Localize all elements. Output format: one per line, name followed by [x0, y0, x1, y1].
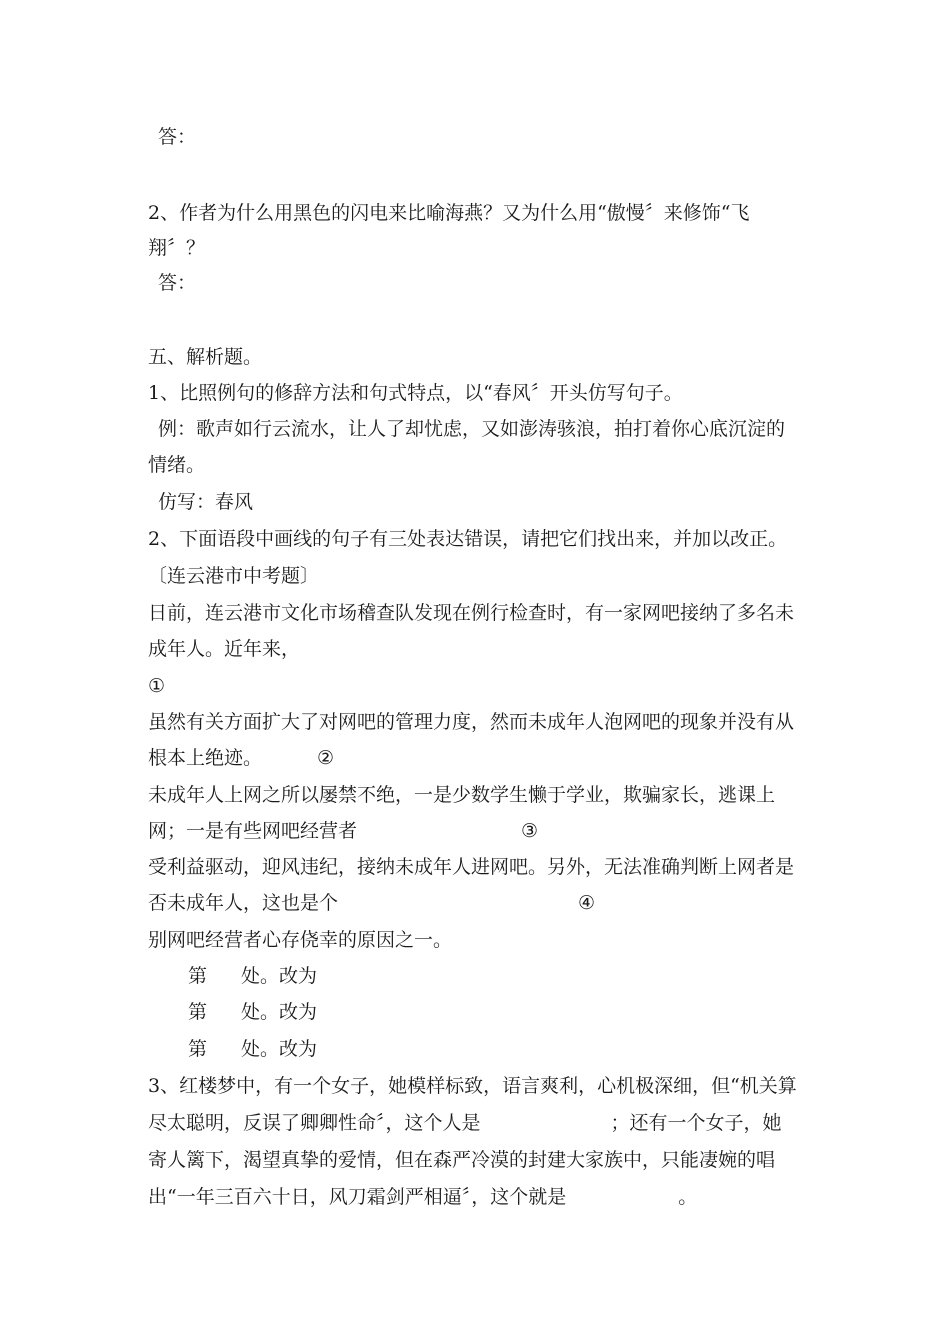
question-text-part: 。 — [678, 1186, 698, 1208]
question-text: 翔〞？ — [148, 237, 206, 259]
fix-suffix: 处。改为 — [241, 1001, 318, 1023]
question-text — [148, 1111, 782, 1135]
passage-line: 别网吧经营者心存侥幸的原因之一。 — [148, 929, 453, 951]
underline-marker: ③ — [521, 820, 539, 842]
fix-prefix: 第 — [188, 965, 208, 987]
question-text-part: 尽太聪明，反误了卿卿性命〞，这个人是 — [148, 1112, 481, 1134]
question-text: 3、红楼梦中，有一个女子，她模样标致，语言爽利，心机极深细，但“机关算 — [148, 1075, 797, 1097]
fix-suffix: 处。改为 — [241, 1038, 318, 1060]
passage-text: 否未成年人，这也是个 — [148, 892, 339, 914]
underline-marker: ② — [317, 747, 335, 769]
example-text: 情绪。 — [148, 454, 206, 476]
passage-text: 根本上绝迹。 — [148, 747, 263, 769]
underline-marker: ① — [148, 675, 166, 697]
passage-line: 未成年人上网之所以屡禁不绝，一是少数学生懒于学业，欺骗家长，逃课上 — [148, 784, 776, 806]
answer-label: 答： — [158, 126, 197, 148]
passage-line — [148, 891, 595, 915]
answer-label: 答： — [158, 272, 197, 294]
question-text: 2、下面语段中画线的句子有三处表达错误，请把它们找出来，并加以改正。 — [148, 528, 788, 550]
example-text: 例：歌声如行云流水，让人了却忧虑，又如澎涛骇浪，拍打着你心底沉淀的 — [158, 418, 786, 440]
underline-marker: ④ — [578, 892, 596, 914]
section-title: 五、解析题。 — [148, 346, 263, 368]
fix-row — [188, 964, 317, 988]
passage-line: 虽然有关方面扩大了对网吧的管理力度，然而未成年人泡网吧的现象并没有从 — [148, 711, 795, 733]
passage-line — [148, 746, 334, 770]
passage-line: 成年人。近年来， — [148, 638, 301, 660]
fix-row — [188, 1037, 317, 1061]
fix-prefix: 第 — [188, 1001, 208, 1023]
imitate-prompt: 仿写：春风 — [158, 491, 254, 513]
fix-prefix: 第 — [188, 1038, 208, 1060]
question-text: 2、作者为什么用黑色的闪电来比喻海燕？又为什么用“傲慢〞来修饰“飞 — [148, 202, 750, 224]
passage-line: 日前，连云港市文化市场稽查队发现在例行检查时，有一家网吧接纳了多名未 — [148, 602, 795, 624]
question-text — [148, 1185, 697, 1209]
passage-line — [148, 819, 538, 843]
passage-text: 网；一是有些网吧经营者 — [148, 820, 358, 842]
fix-row — [188, 1000, 317, 1024]
passage-line: 受利益驱动，迎风违纪，接纳未成年人进网吧。另外，无法准确判断上网者是 — [148, 856, 795, 878]
question-source: 〔连云港市中考题〕 — [148, 565, 320, 587]
question-text: 1、比照例句的修辞方法和句式特点，以“春风〞开头仿写句子。 — [148, 382, 683, 404]
question-text-part: ；还有一个女子，她 — [610, 1112, 782, 1134]
question-text-part: 出“一年三百六十日，风刀霜剑严相逼〞，这个就是 — [148, 1186, 567, 1208]
question-text: 寄人篱下，渴望真挚的爱情，但在森严冷漠的封建大家族中，只能凄婉的唱 — [148, 1149, 776, 1171]
fix-suffix: 处。改为 — [241, 965, 318, 987]
